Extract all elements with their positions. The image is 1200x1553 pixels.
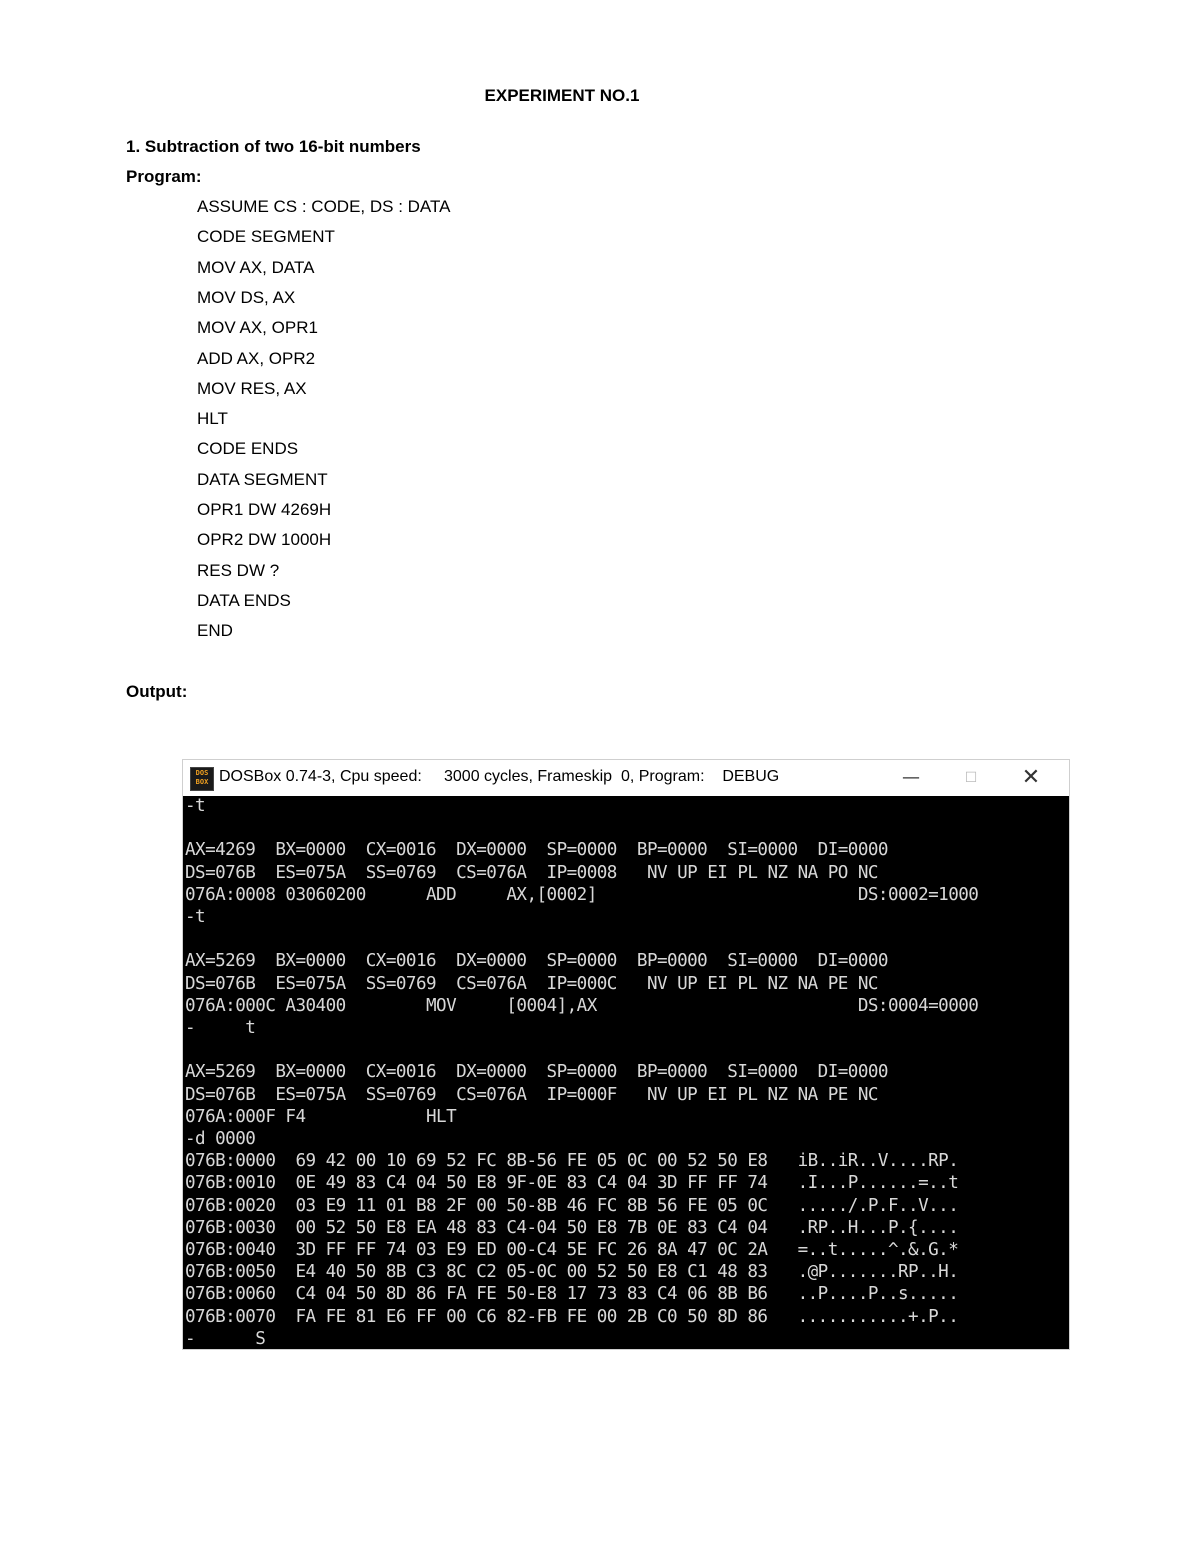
terminal-line: AX=5269 BX=0000 CX=0016 DX=0000 SP=0000 BP=0000 SI=0000 DI=0000 bbox=[185, 951, 888, 972]
code-line: MOV DS, AX bbox=[197, 287, 296, 307]
terminal-line: - t bbox=[185, 1018, 256, 1038]
terminal-line: 076A:0008 03060200 ADD AX,[0002] DS:0002=1000 bbox=[185, 884, 979, 905]
terminal-line: -d 0000 bbox=[185, 1129, 256, 1149]
icon-text-top: DOS bbox=[195, 769, 209, 777]
code-line: RES DW ? bbox=[197, 560, 280, 580]
terminal-line: -t bbox=[185, 907, 206, 927]
code-line: CODE SEGMENT bbox=[197, 227, 335, 247]
code-line: DATA ENDS bbox=[197, 590, 291, 610]
terminal-line: DS=076B ES=075A SS=0769 CS=076A IP=000F NV UP EI PL NZ NA PE NC bbox=[185, 1084, 878, 1105]
dosbox-app-icon bbox=[190, 767, 214, 791]
terminal-line: 076B:0020 03 E9 11 01 B8 2F 00 50-8B 46 FC 8B 56 FE 05 0C ...../.P.F..V... bbox=[185, 1195, 959, 1216]
terminal-line: DS=076B ES=075A SS=0769 CS=076A IP=000C NV UP EI PL NZ NA PE NC bbox=[185, 973, 878, 994]
code-line: CODE ENDS bbox=[197, 439, 299, 459]
output-label: Output: bbox=[126, 682, 188, 701]
window-titlebar[interactable] bbox=[183, 760, 1069, 796]
terminal-line: 076B:0070 FA FE 81 E6 FF 00 C6 82-FB FE 00 2B C0 50 8D 86 ...........+.P.. bbox=[185, 1306, 959, 1327]
code-line: END bbox=[197, 621, 233, 641]
code-line: OPR2 DW 1000H bbox=[197, 530, 332, 550]
code-line: ADD AX, OPR2 bbox=[197, 348, 316, 368]
terminal-line: DS=076B ES=075A SS=0769 CS=076A IP=0008 NV UP EI PL NZ NA PO NC bbox=[185, 862, 878, 883]
terminal-line: - S bbox=[185, 1328, 266, 1349]
code-line: DATA SEGMENT bbox=[197, 469, 328, 489]
terminal-line: AX=4269 BX=0000 CX=0016 DX=0000 SP=0000 BP=0000 SI=0000 DI=0000 bbox=[185, 840, 888, 861]
terminal-line: -t bbox=[185, 796, 206, 816]
minimize-button[interactable]: — bbox=[902, 767, 920, 788]
code-line: OPR1 DW 4269H bbox=[197, 500, 332, 519]
terminal-line: 076B:0010 0E 49 83 C4 04 50 E8 9F-0E 83 C4 04 3D FF FF 74 .I...P......=..t bbox=[185, 1173, 959, 1194]
code-line: MOV AX, DATA bbox=[197, 257, 315, 277]
icon-text-bottom: BOX bbox=[195, 778, 209, 786]
close-button[interactable]: ✕ bbox=[1021, 765, 1041, 790]
program-label: Program: bbox=[126, 167, 202, 186]
terminal-line: AX=5269 BX=0000 CX=0016 DX=0000 SP=0000 BP=0000 SI=0000 DI=0000 bbox=[185, 1062, 888, 1083]
terminal-line: 076B:0030 00 52 50 E8 EA 48 83 C4-04 50 E8 7B 0E 83 C4 04 .RP..H...P.{.... bbox=[185, 1217, 959, 1238]
dosbox-window bbox=[182, 759, 1070, 1350]
terminal-line: 076B:0000 69 42 00 10 69 52 FC 8B-56 FE 05 0C 00 52 50 E8 iB..iR..V....RP. bbox=[185, 1151, 959, 1172]
code-line: ASSUME CS : CODE, DS : DATA bbox=[197, 197, 451, 216]
terminal-line: 076A:000C A30400 MOV [0004],AX DS:0004=0000 bbox=[185, 995, 979, 1016]
terminal-screen[interactable] bbox=[183, 796, 1069, 1349]
terminal-line: 076B:0050 E4 40 50 8B C3 8C C2 05-0C 00 52 50 E8 C1 48 83 .@P.......RP..H. bbox=[185, 1262, 959, 1283]
window-title: DOSBox 0.74-3, Cpu speed: 3000 cycles, Frameskip 0, Program: DEBUG bbox=[219, 768, 780, 785]
document-title: EXPERIMENT NO.1 bbox=[484, 86, 640, 105]
code-line: MOV RES, AX bbox=[197, 378, 307, 398]
maximize-button[interactable]: ☐ bbox=[964, 770, 978, 786]
terminal-line: 076B:0040 3D FF FF 74 03 E9 ED 00-C4 5E FC 26 8A 47 0C 2A =..t.....^.&.G.* bbox=[185, 1240, 959, 1260]
code-line: MOV AX, OPR1 bbox=[197, 318, 318, 338]
terminal-line: 076A:000F F4 HLT bbox=[185, 1106, 457, 1127]
section-heading: 1. Subtraction of two 16-bit numbers bbox=[126, 137, 421, 156]
code-line: HLT bbox=[197, 409, 228, 429]
terminal-line: 076B:0060 C4 04 50 8D 86 FA FE 50-E8 17 73 83 C4 06 8B B6 ..P....P..s..... bbox=[185, 1284, 959, 1305]
